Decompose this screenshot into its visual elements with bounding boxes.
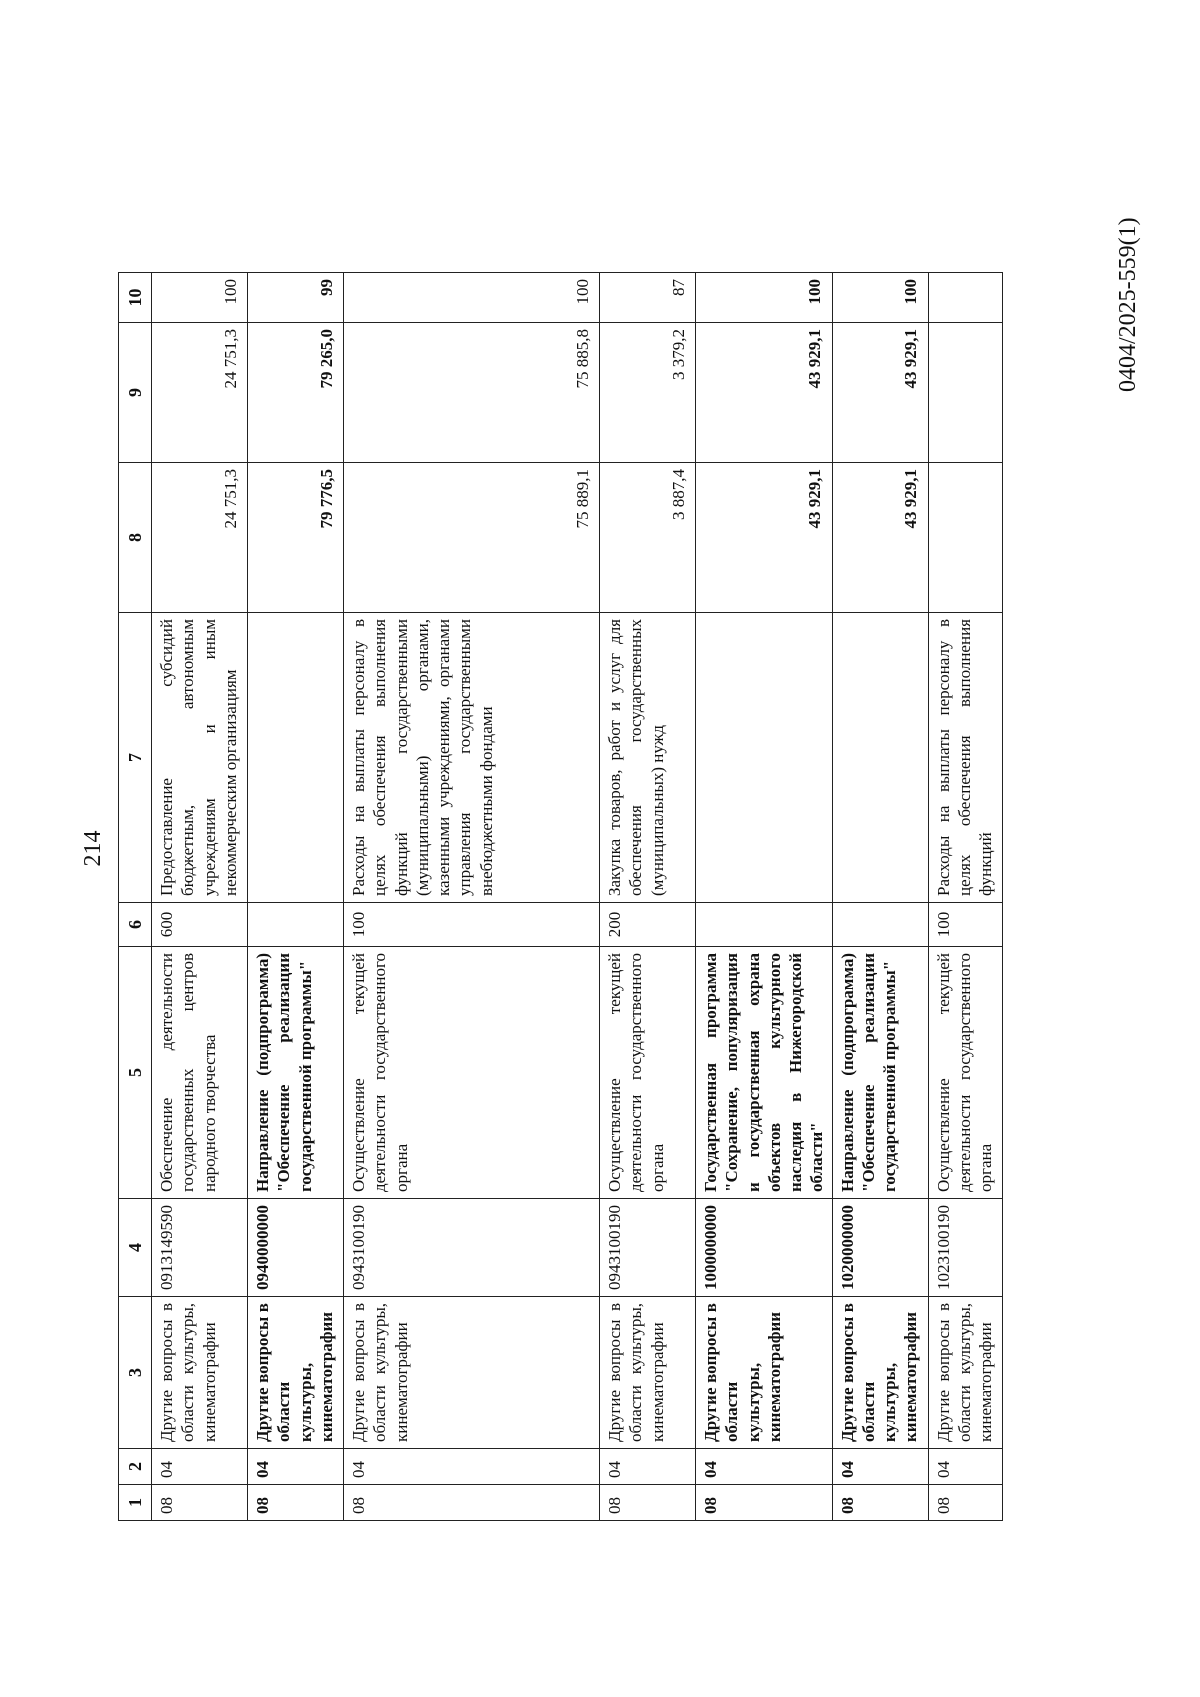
execution-percent: 100 — [832, 273, 928, 323]
expense-type-code: 200 — [600, 903, 696, 947]
page-number: 214 — [80, 830, 106, 867]
target-article-name: Обеспечение деятельности государственных центров народного творчества — [152, 947, 248, 1199]
execution-percent: 99 — [248, 273, 344, 323]
executed-amount: 79 265,0 — [248, 323, 344, 463]
section-code: 08 — [832, 1485, 928, 1521]
planned-amount: 24 751,3 — [152, 463, 248, 613]
target-article-name: Осуществление текущей деятельности государственного органа — [344, 947, 600, 1199]
expense-type-name: Расходы на выплаты персоналу в целях обеспечения выполнения функций государственными (муниципальными) органами, казенными учреждениями, органами управления государственными внебюджетными фондами — [344, 613, 600, 903]
section-name: Другие вопросы в области культуры, кинематографии — [832, 1297, 928, 1449]
expense-type-name — [696, 613, 833, 903]
subsection-code: 04 — [696, 1449, 833, 1485]
planned-amount: 3 887,4 — [600, 463, 696, 613]
expense-type-code: 600 — [152, 903, 248, 947]
expense-type-name — [832, 613, 928, 903]
column-header: 3 — [119, 1297, 152, 1449]
expense-type-name — [248, 613, 344, 903]
table-row — [600, 273, 696, 1521]
expense-type-code: 100 — [344, 903, 600, 947]
subsection-code: 04 — [600, 1449, 696, 1485]
execution-percent: 100 — [696, 273, 833, 323]
section-code: 08 — [344, 1485, 600, 1521]
subsection-code: 04 — [928, 1449, 1002, 1485]
column-header: 4 — [119, 1199, 152, 1297]
subsection-code: 04 — [344, 1449, 600, 1485]
section-code: 08 — [152, 1485, 248, 1521]
planned-amount: 43 929,1 — [696, 463, 833, 613]
executed-amount: 75 885,8 — [344, 323, 600, 463]
target-article-code: 0943100190 — [600, 1199, 696, 1297]
column-header: 10 — [119, 273, 152, 323]
executed-amount: 24 751,3 — [152, 323, 248, 463]
target-article-name: Государственная программа "Сохранение, популяризация и государственная охрана объектов культурного наследия в Нижегородской области" — [696, 947, 833, 1199]
table-row — [248, 273, 344, 1521]
column-header: 1 — [119, 1485, 152, 1521]
target-article-name: Осуществление текущей деятельности государственного органа — [928, 947, 1002, 1199]
executed-amount: 43 929,1 — [696, 323, 833, 463]
planned-amount — [928, 463, 1002, 613]
executed-amount: 43 929,1 — [832, 323, 928, 463]
subsection-code: 04 — [832, 1449, 928, 1485]
target-article-code: 1000000000 — [696, 1199, 833, 1297]
execution-percent: 100 — [152, 273, 248, 323]
target-article-name: Направление (подпрограмма) "Обеспечение реализации государственной программы" — [832, 947, 928, 1199]
expense-type-name: Расходы на выплаты персоналу в целях обеспечения выполнения функций — [928, 613, 1002, 903]
section-name: Другие вопросы в области культуры, кинематографии — [152, 1297, 248, 1449]
planned-amount: 79 776,5 — [248, 463, 344, 613]
target-article-code: 0913149590 — [152, 1199, 248, 1297]
executed-amount: 3 379,2 — [600, 323, 696, 463]
column-header: 8 — [119, 463, 152, 613]
section-name: Другие вопросы в области культуры, кинематографии — [696, 1297, 833, 1449]
section-code: 08 — [696, 1485, 833, 1521]
table-row — [344, 273, 600, 1521]
target-article-code: 1023100190 — [928, 1199, 1002, 1297]
expense-type-name: Предоставление субсидий бюджетным, автономным учреждениям и иным некоммерческим организациям — [152, 613, 248, 903]
execution-percent — [928, 273, 1002, 323]
section-code: 08 — [600, 1485, 696, 1521]
table-row — [832, 273, 928, 1521]
executed-amount — [928, 323, 1002, 463]
planned-amount: 43 929,1 — [832, 463, 928, 613]
column-header: 9 — [119, 323, 152, 463]
document-code: 0404/2025-559(1) — [1115, 217, 1141, 392]
execution-percent: 100 — [344, 273, 600, 323]
section-name: Другие вопросы в области культуры, кинематографии — [600, 1297, 696, 1449]
table-row — [152, 273, 248, 1521]
target-article-code: 0940000000 — [248, 1199, 344, 1297]
target-article-code: 1020000000 — [832, 1199, 928, 1297]
section-name: Другие вопросы в области культуры, кинематографии — [248, 1297, 344, 1449]
table-row — [928, 273, 1002, 1521]
column-header: 2 — [119, 1449, 152, 1485]
section-code: 08 — [928, 1485, 1002, 1521]
expense-type-code — [832, 903, 928, 947]
execution-percent: 87 — [600, 273, 696, 323]
section-code: 08 — [248, 1485, 344, 1521]
target-article-name: Осуществление текущей деятельности государственного органа — [600, 947, 696, 1199]
header-row — [119, 273, 152, 1521]
column-header: 7 — [119, 613, 152, 903]
budget-table — [118, 272, 1003, 1521]
subsection-code: 04 — [248, 1449, 344, 1485]
target-article-code: 0943100190 — [344, 1199, 600, 1297]
planned-amount: 75 889,1 — [344, 463, 600, 613]
expense-type-code — [696, 903, 833, 947]
target-article-name: Направление (подпрограмма) "Обеспечение реализации государственной программы" — [248, 947, 344, 1199]
expense-type-name: Закупка товаров, работ и услуг для обеспечения государственных (муниципальных) нужд — [600, 613, 696, 903]
column-header: 6 — [119, 903, 152, 947]
table-row — [696, 273, 833, 1521]
section-name: Другие вопросы в области культуры, кинематографии — [344, 1297, 600, 1449]
subsection-code: 04 — [152, 1449, 248, 1485]
section-name: Другие вопросы в области культуры, кинематографии — [928, 1297, 1002, 1449]
expense-type-code — [248, 903, 344, 947]
column-header: 5 — [119, 947, 152, 1199]
expense-type-code: 100 — [928, 903, 1002, 947]
